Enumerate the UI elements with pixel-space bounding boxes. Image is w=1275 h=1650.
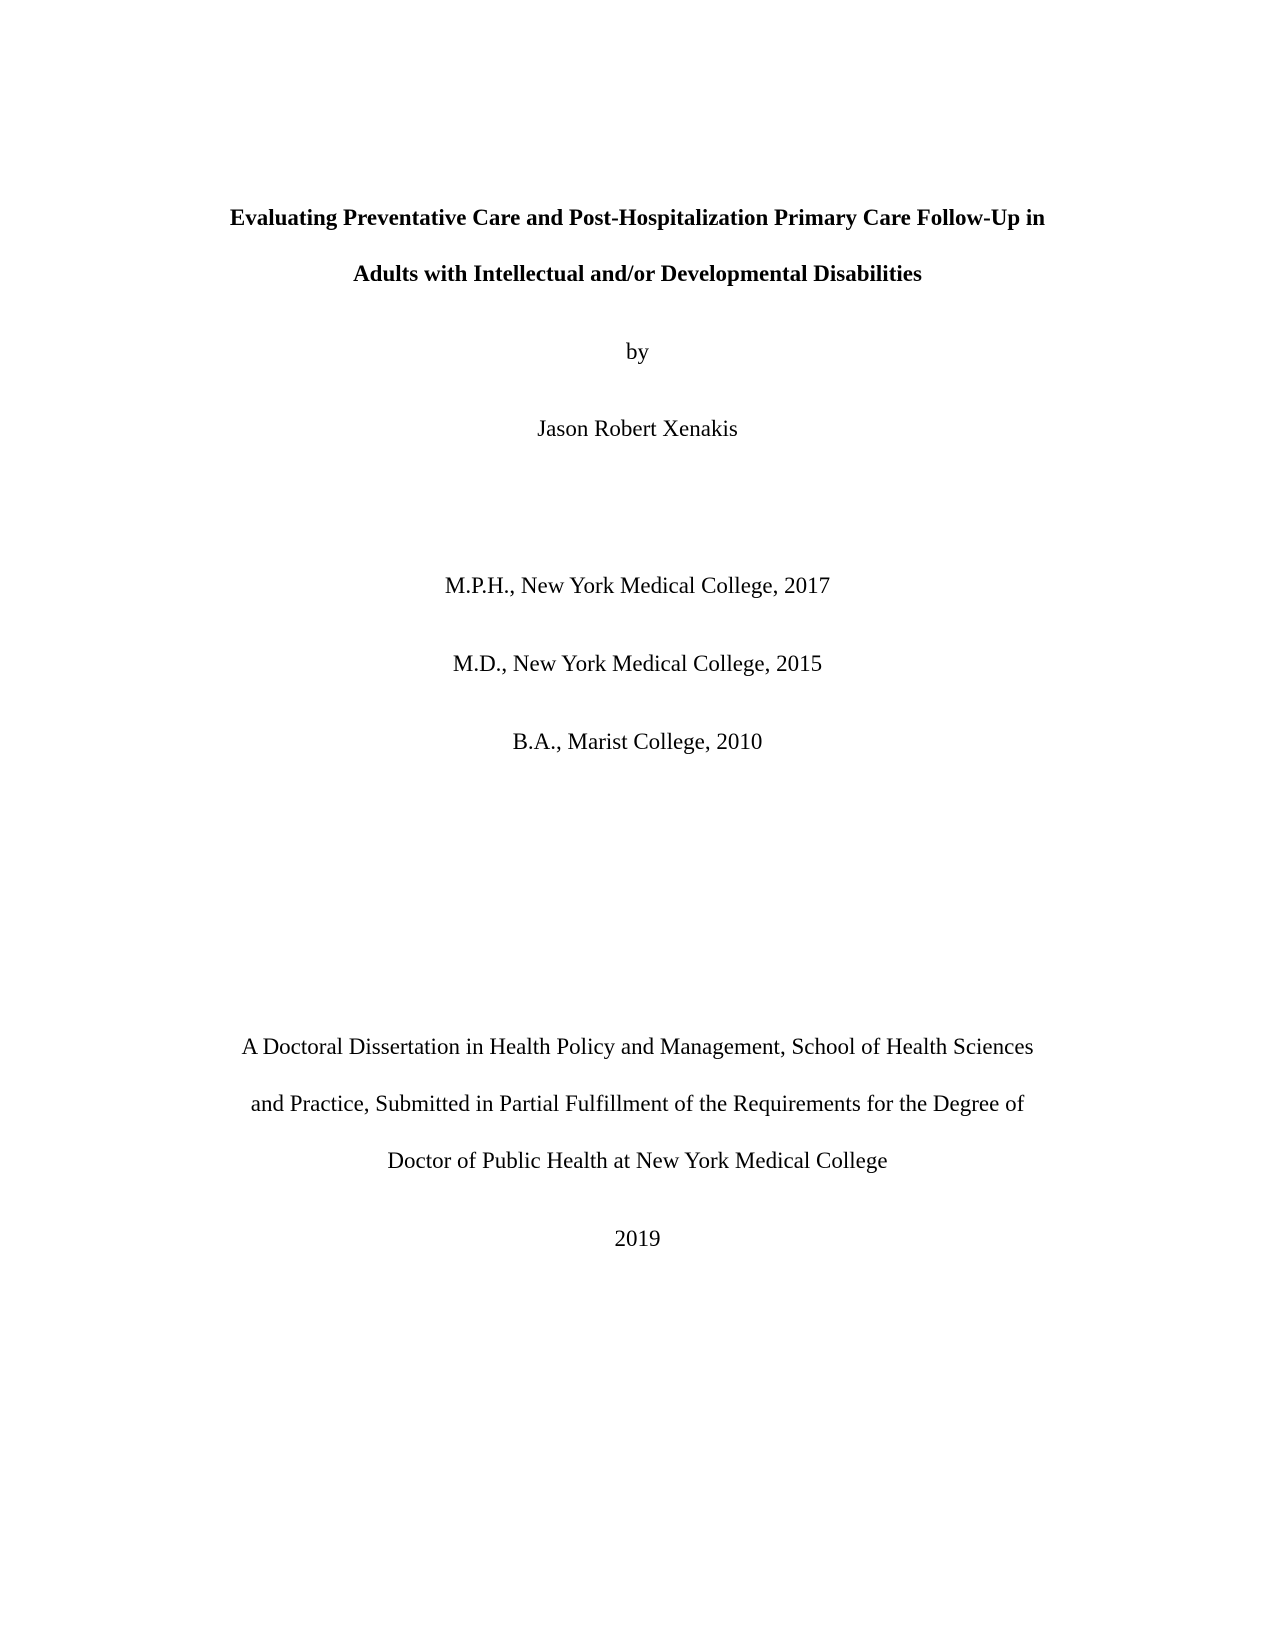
submission-year: 2019 (614, 1226, 661, 1251)
by-label: by (626, 339, 649, 364)
degree-ba: B.A., Marist College, 2010 (512, 729, 763, 754)
dissertation-title-line-1: Evaluating Preventative Care and Post-Hospitalization Primary Care Follow-Up in (229, 205, 1046, 230)
submission-statement-line-1: A Doctoral Dissertation in Health Policy and Management, School of Health Sciences (241, 1034, 1034, 1059)
submission-statement-line-2: and Practice, Submitted in Partial Fulfillment of the Requirements for the Degree of (250, 1091, 1025, 1116)
dissertation-title-line-2: Adults with Intellectual and/or Developmental Disabilities (353, 261, 922, 286)
submission-statement-line-3: Doctor of Public Health at New York Medical College (387, 1148, 888, 1173)
degree-md: M.D., New York Medical College, 2015 (452, 651, 823, 676)
author-name: Jason Robert Xenakis (537, 416, 738, 441)
degree-mph: M.P.H., New York Medical College, 2017 (444, 573, 831, 598)
